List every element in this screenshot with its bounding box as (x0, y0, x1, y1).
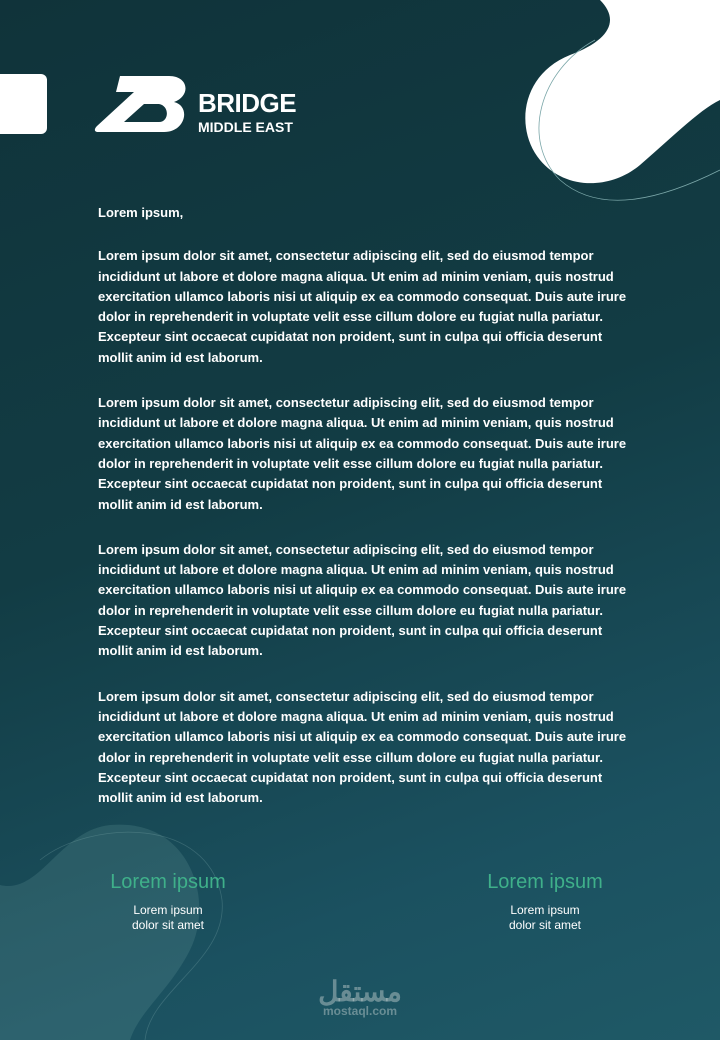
watermark-arabic: مستقل (318, 976, 402, 1007)
footer-right (445, 871, 645, 933)
footer-left (68, 871, 268, 933)
bridge-logo-icon (94, 74, 189, 136)
footer-left-line1: Lorem ipsum (133, 903, 203, 917)
footer-left-line2: dolor sit amet (131, 918, 205, 932)
brand-name: BRIDGE (198, 88, 297, 118)
paragraph: Lorem ipsum dolor sit amet, consectetur adipiscing elit, sed do eiusmod tempor incididunt ut labore et dolore magna aliqua. Ut enim ad minim veniam, quis nostrud exercitation ullamco laboris nisi ut aliquip ex ea commodo consequat. Duis aute irure dolor in reprehenderit in voluptate velit esse cillum dolore eu fugiat nulla pariatur. Excepteur sint occaecat cupidatat non proident, sunt in culpa qui officia deserunt mollit anim id est laborum. (98, 688, 627, 806)
footer-left-title: Lorem ipsum (110, 871, 226, 893)
white-tab (0, 74, 47, 134)
footer-right-line1: Lorem ipsum (510, 903, 580, 917)
brand-subtitle: MIDDLE EAST (198, 119, 293, 135)
paragraph: Lorem ipsum dolor sit amet, consectetur adipiscing elit, sed do eiusmod tempor incididunt ut labore et dolore magna aliqua. Ut enim ad minim veniam, quis nostrud exercitation ullamco laboris nisi ut aliquip ex ea commodo consequat. Duis aute irure dolor in reprehenderit in voluptate velit esse cillum dolore eu fugiat nulla pariatur. Excepteur sint occaecat cupidatat non proident, sunt in culpa qui officia deserunt mollit anim id est laborum. (98, 395, 627, 512)
footer-right-line2: dolor sit amet (508, 918, 582, 932)
footer-right-title: Lorem ipsum (487, 871, 603, 893)
paragraph: Lorem ipsum dolor sit amet, consectetur adipiscing elit, sed do eiusmod tempor incididunt ut labore et dolore magna aliqua. Ut enim ad minim veniam, quis nostrud exercitation ullamco laboris nisi ut aliquip ex ea commodo consequat. Duis aute irure dolor in reprehenderit in voluptate velit esse cillum dolore eu fugiat nulla pariatur. Excepteur sint occaecat cupidatat non proident, sunt in culpa qui officia deserunt mollit anim id est laborum. (98, 541, 627, 659)
letter-body (98, 203, 628, 833)
watermark-url: mostaql.com (322, 1004, 397, 1018)
paragraph: Lorem ipsum dolor sit amet, consectetur adipiscing elit, sed do eiusmod tempor incididunt ut labore et dolore magna aliqua. Ut enim ad minim veniam, quis nostrud exercitation ullamco laboris nisi ut aliquip ex ea commodo consequat. Duis aute irure dolor in reprehenderit in voluptate velit esse cillum dolore eu fugiat nulla pariatur. Excepteur sint occaecat cupidatat non proident, sunt in culpa qui officia deserunt mollit anim id est laborum. (98, 248, 627, 365)
greeting: Lorem ipsum, (98, 205, 184, 220)
